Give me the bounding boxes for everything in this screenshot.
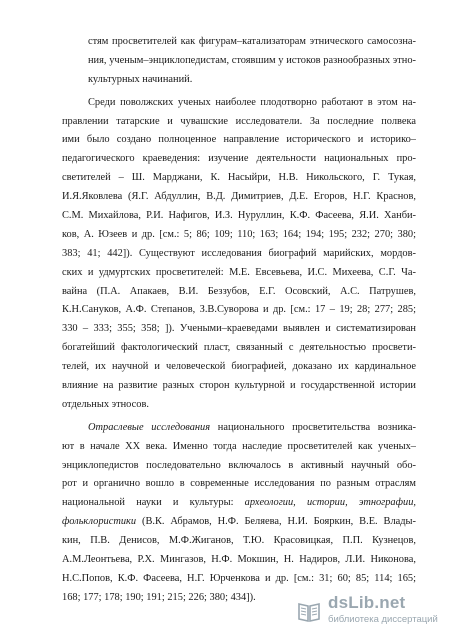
text-line: светителей – Ш. Марджани, К. Насыйри, Н.В. Никольского, Г. Тукая, (62, 172, 416, 184)
text-line (62, 570, 416, 589)
text-line: К.Н.Сануков, А.Ф. Степанов, З.В.Суворова и др. [см.: 17 – 19; 28; 277; 285; (62, 304, 416, 316)
italic-text: археологии, истории, этнографии, (244, 497, 416, 509)
text-line: ими было создано полноценное направление исторического и историко– (62, 134, 416, 146)
text-line (62, 475, 416, 494)
text-line (62, 513, 416, 532)
book-logo-icon (296, 599, 322, 625)
italic-text: фольклористики (62, 516, 137, 528)
text-run: национального просветительства возника- (210, 421, 416, 433)
text-line (62, 457, 416, 476)
text-run: 168; 177; 178; 190; 191; 215; 226; 380; 434]). (62, 591, 256, 603)
text-run: рот и органично вошло в современные исследования по разным отраслям (62, 478, 416, 490)
text-run: национальной науки и культуры: (62, 497, 245, 509)
text-run: ют в начале XX века. Именно тогда наследие просветителей как ученых– (62, 440, 416, 452)
text-line (62, 419, 416, 438)
body-text (62, 33, 416, 608)
text-run: кин, П.В. Денисов, М.Ф.Жиганов, Т.Ю. Красовицкая, П.П. Кузнецов, (62, 535, 416, 547)
text-run: А.М.Леонтьева, Р.Х. Мингазов, Н.Ф. Мокшин, Н. Надиров, Л.И. Никонова, (62, 554, 416, 566)
text-line (62, 494, 416, 513)
text-line: культурных начинаний. (88, 73, 193, 85)
text-line: Среди поволжских ученых наиболее плодотворно работают в этом на- (88, 96, 416, 108)
text-line: телей, их научной и человеческой биографией, доказано их кардинальное (62, 361, 416, 373)
watermark-site: dsLib.net (328, 593, 406, 612)
text-line: С.М. Михайлова, Р.И. Нафигов, И.З. Нуруллин, К.Ф. Фасеева, Я.И. Ханби- (62, 210, 416, 222)
text-line: педагогического краеведения: изучение деятельности национальных про- (62, 153, 416, 165)
text-run: (В.К. Абрамов, Н.Ф. Беляева, Н.И. Бояркин, В.Е. Влады- (136, 516, 416, 528)
text-line: ния, ученым–энциклопедистам, стоявшим у истоков разнообразных этно- (88, 54, 416, 66)
text-line (62, 438, 416, 457)
text-line: богатейший фактологический пласт, связанный с деятельностью просвети- (62, 342, 416, 354)
italic-text: Отраслевые исследования (88, 421, 211, 433)
text-line: 330 – 333; 355; 358; ]). Учеными–краеведами выявлен и систематизирован (62, 323, 416, 335)
text-line: 383; 41; 442]). Существуют исследования биографий марийских, мордов- (62, 247, 416, 259)
text-line: стям просветителей как фигурам–катализаторам этнического самосозна- (88, 36, 416, 47)
text-line: правлении татарские и чувашские исследователи. За последние полвека (62, 115, 416, 127)
text-run: Н.С.Попов, К.Ф. Фасеева, Н.Г. Юрченкова и др. [см.: 31; 60; 85; 114; 165; (62, 572, 416, 584)
text-line (62, 551, 416, 570)
text-line: ских и удмуртских просветителей: М.Е. Евсевьева, И.С. Михеева, С.Г. Ча- (62, 266, 416, 278)
text-line: И.Я.Яковлева (Я.Г. Абдуллин, В.Д. Димитриев, Д.Е. Егоров, Н.Г. Краснов, (62, 191, 416, 203)
text-line: отдельных этносов. (62, 398, 149, 410)
watermark-tagline: библиотека диссертаций (328, 614, 438, 625)
text-line: влияние на развитие разных сторон культурной и государственной истории (62, 380, 416, 392)
text-line (62, 532, 416, 551)
text-line: вайна (П.А. Апакаев, В.И. Беззубов, Е.Г. Осовский, А.С. Патрушев, (62, 285, 416, 297)
watermark (294, 593, 444, 631)
text-line: ков, А. Юзеев и др. [см.: 5; 86; 109; 110; 163; 164; 194; 195; 232; 270; 380; (62, 228, 416, 240)
text-run: энциклопедистов последовательно включалось в активный научный обо- (62, 459, 416, 471)
